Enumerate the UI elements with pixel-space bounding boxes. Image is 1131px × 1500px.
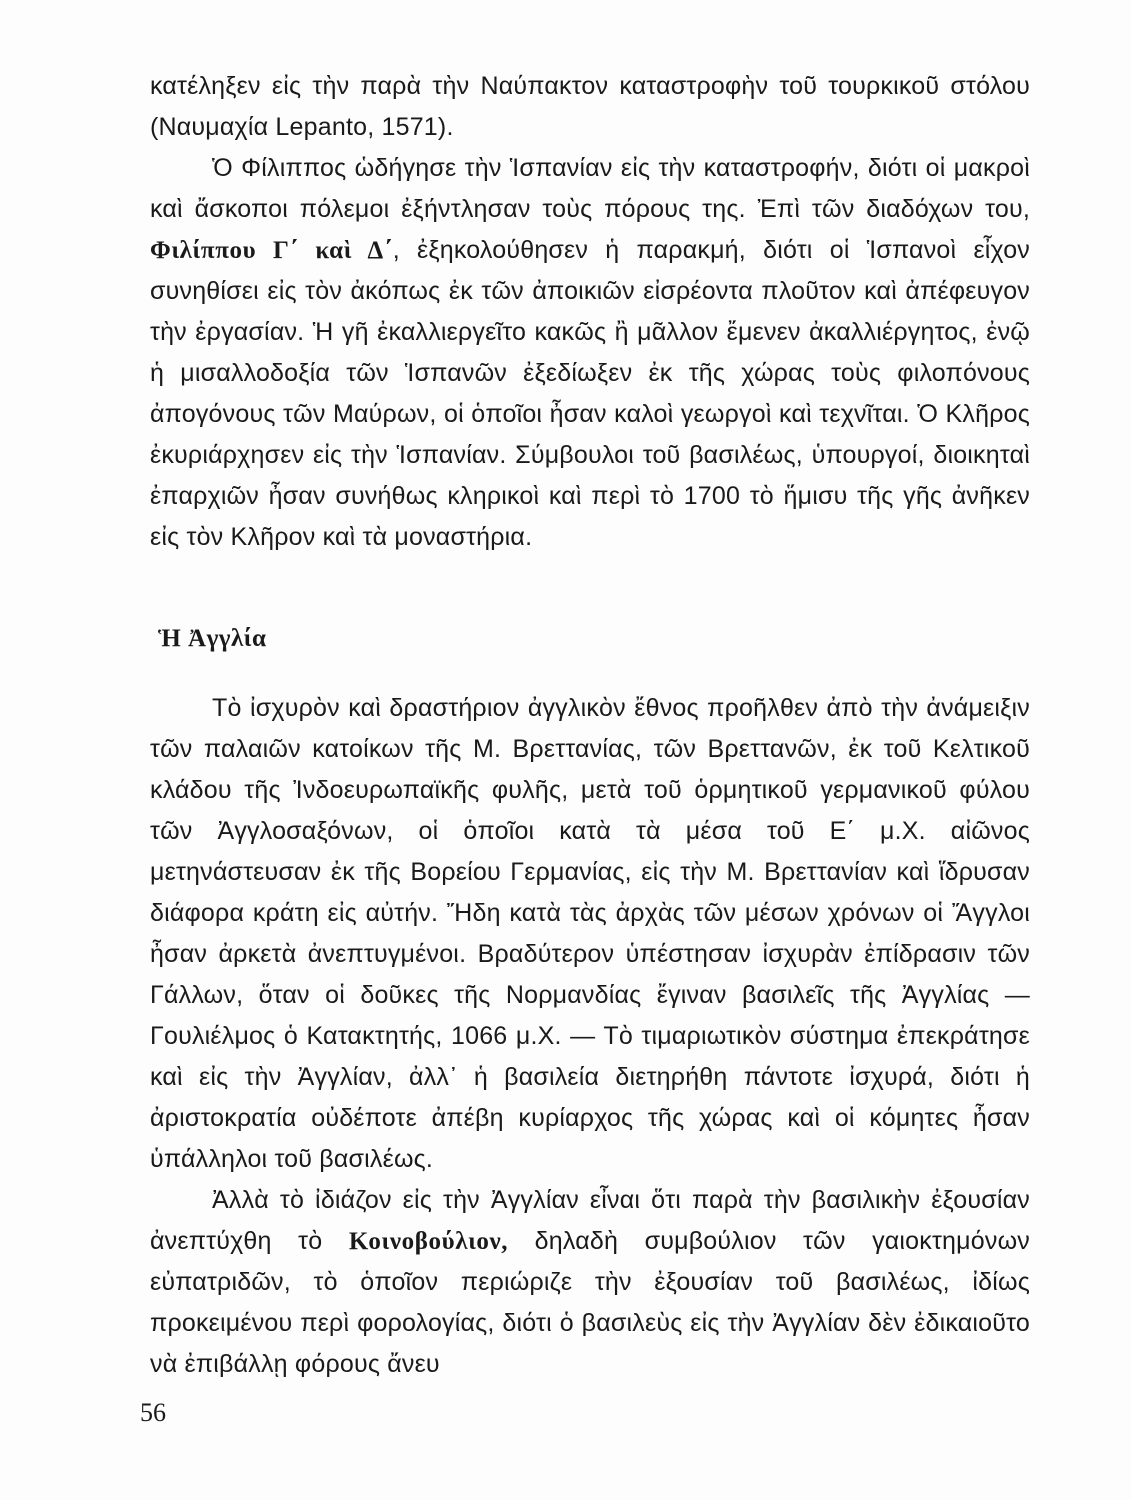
paragraph-english-nation (150, 688, 1030, 1180)
section-title: Ἡ Ἀγγλία (158, 625, 267, 652)
paragraph-text: Τὸ ἰσχυρὸν καὶ δραστήριον ἀγγλικὸν ἔθνος προῆλθεν ἀπὸ τὴν ἀνάμειξιν τῶν παλαιῶν κατοίκων τῆς Μ. Βρεττανίας, τῶν Βρεττανῶν, ἐκ τοῦ Κελτικοῦ κλάδου τῆς Ἰνδοευρωπαϊκῆς φυλῆς, μετὰ τοῦ ὁρμητικοῦ γερμανικοῦ φύλου τῶν Ἀγγλοσαξόνων, οἱ ὁποῖοι κατὰ τὰ μέσα τοῦ Ε΄ μ.Χ. αἰῶνος μετηνάστευσαν ἐκ τῆς Βορείου Γερμανίας, εἰς τὴν Μ. Βρεττανίαν καὶ ἵδρυσαν διάφορα κράτη εἰς αὐτήν. Ἤδη κατὰ τὰς ἀρχὰς τῶν μέσων χρόνων οἱ Ἄγγλοι ἦσαν ἀρκετὰ ἀνεπτυγμένοι. Βραδύτερον ὑπέστησαν ἰσχυρὰν ἐπίδρασιν τῶν Γάλλων, ὅταν οἱ δοῦκες τῆς Νορμανδίας ἔγιναν βασιλεῖς τῆς Ἀγγλίας — Γουλιέλμος ὁ Κατακτητής, 1066 μ.Χ. — Τὸ τιμαριωτικὸν σύστημα ἐπεκράτησε καὶ εἰς τὴν Ἀγγλίαν, ἀλλ᾽ ἡ βασιλεία διετηρήθη πάντοτε ἰσχυρά, διότι ἡ ἀριστοκρατία οὐδέποτε ἀπέβη κυρίαρχος τῆς χώρας καὶ οἱ κόμητες ἦσαν ὑπάλληλοι τοῦ βασιλέως. (150, 694, 1030, 1173)
paragraph-text: δηλαδὴ συμβούλιον τῶν γαιοκτημόνων εὐπατριδῶν, τὸ ὁποῖον περιώριζε τὴν ἐξουσίαν τοῦ βασιλέως, ἰδίως προκειμένου περὶ φορολογίας, διότι ὁ βασιλεὺς εἰς τὴν Ἀγγλίαν δὲν ἐδικαιοῦτο νὰ ἐπιβάλλῃ φόρους ἄνευ (150, 1227, 1030, 1378)
paragraph-text: Ὁ Φίλιππος ὡδήγησε τὴν Ἱσπανίαν εἰς τὴν καταστροφήν, διότι οἱ μακροὶ καὶ ἄσκοποι πόλεμοι ἐξήντλησαν τοὺς πόρους της. Ἐπὶ τῶν διαδόχων του, (150, 154, 1030, 223)
paragraph-parliament (150, 1180, 1030, 1385)
text-block-spain (150, 66, 1030, 558)
paragraph-text: κατέληξεν εἰς τὴν παρὰ τὴν Ναύπακτον καταστροφὴν τοῦ τουρκικοῦ στόλου (Ναυμαχία Lepanto, 1571). (150, 72, 1030, 141)
paragraph-philip (150, 148, 1030, 558)
text-block-england (150, 688, 1030, 1385)
page-number: 56 (140, 1398, 166, 1427)
bold-term-parliament: Κοινοβούλιον, (348, 1228, 509, 1255)
paragraph-lepanto (150, 66, 1030, 148)
paragraph-text: Ἀλλὰ τὸ ἰδιάζον εἰς τὴν Ἀγγλίαν εἶναι ὅτι παρὰ τὴν βασιλικὴν ἐξουσίαν ἀνεπτύχθη τὸ (150, 1186, 1030, 1255)
bold-term-philip: Φιλίππου Γ΄ καὶ Δ΄ (150, 237, 393, 264)
paragraph-text: , ἐξηκολούθησεν ἡ παρακμή, διότι οἱ Ἱσπανοὶ εἶχον συνηθίσει εἰς τὸν ἀκόπως ἐκ τῶν ἀποικιῶν εἰσρέοντα πλοῦτον καὶ ἀπέφευγον τὴν ἐργασίαν. Ἡ γῆ ἐκαλλιεργεῖτο κακῶς ἢ μᾶλλον ἔμενεν ἀκαλλιέργητος, ἐνῷ ἡ μισαλλοδοξία τῶν Ἱσπανῶν ἐξεδίωξεν ἐκ τῆς χώρας τοὺς φιλοπόνους ἀπογόνους τῶν Μαύρων, οἱ ὁποῖοι ἦσαν καλοὶ γεωργοὶ καὶ τεχνῖται. Ὁ Κλῆρος ἐκυριάρχησεν εἰς τὴν Ἱσπανίαν. Σύμβουλοι τοῦ βασιλέως, ὑπουργοί, διοικηταὶ ἐπαρχιῶν ἦσαν συνήθως κληρικοὶ καὶ περὶ τὸ 1700 τὸ ἥμισυ τῆς γῆς ἀνῆκεν εἰς τὸν Κλῆρον καὶ τὰ μοναστήρια. (150, 236, 1030, 551)
